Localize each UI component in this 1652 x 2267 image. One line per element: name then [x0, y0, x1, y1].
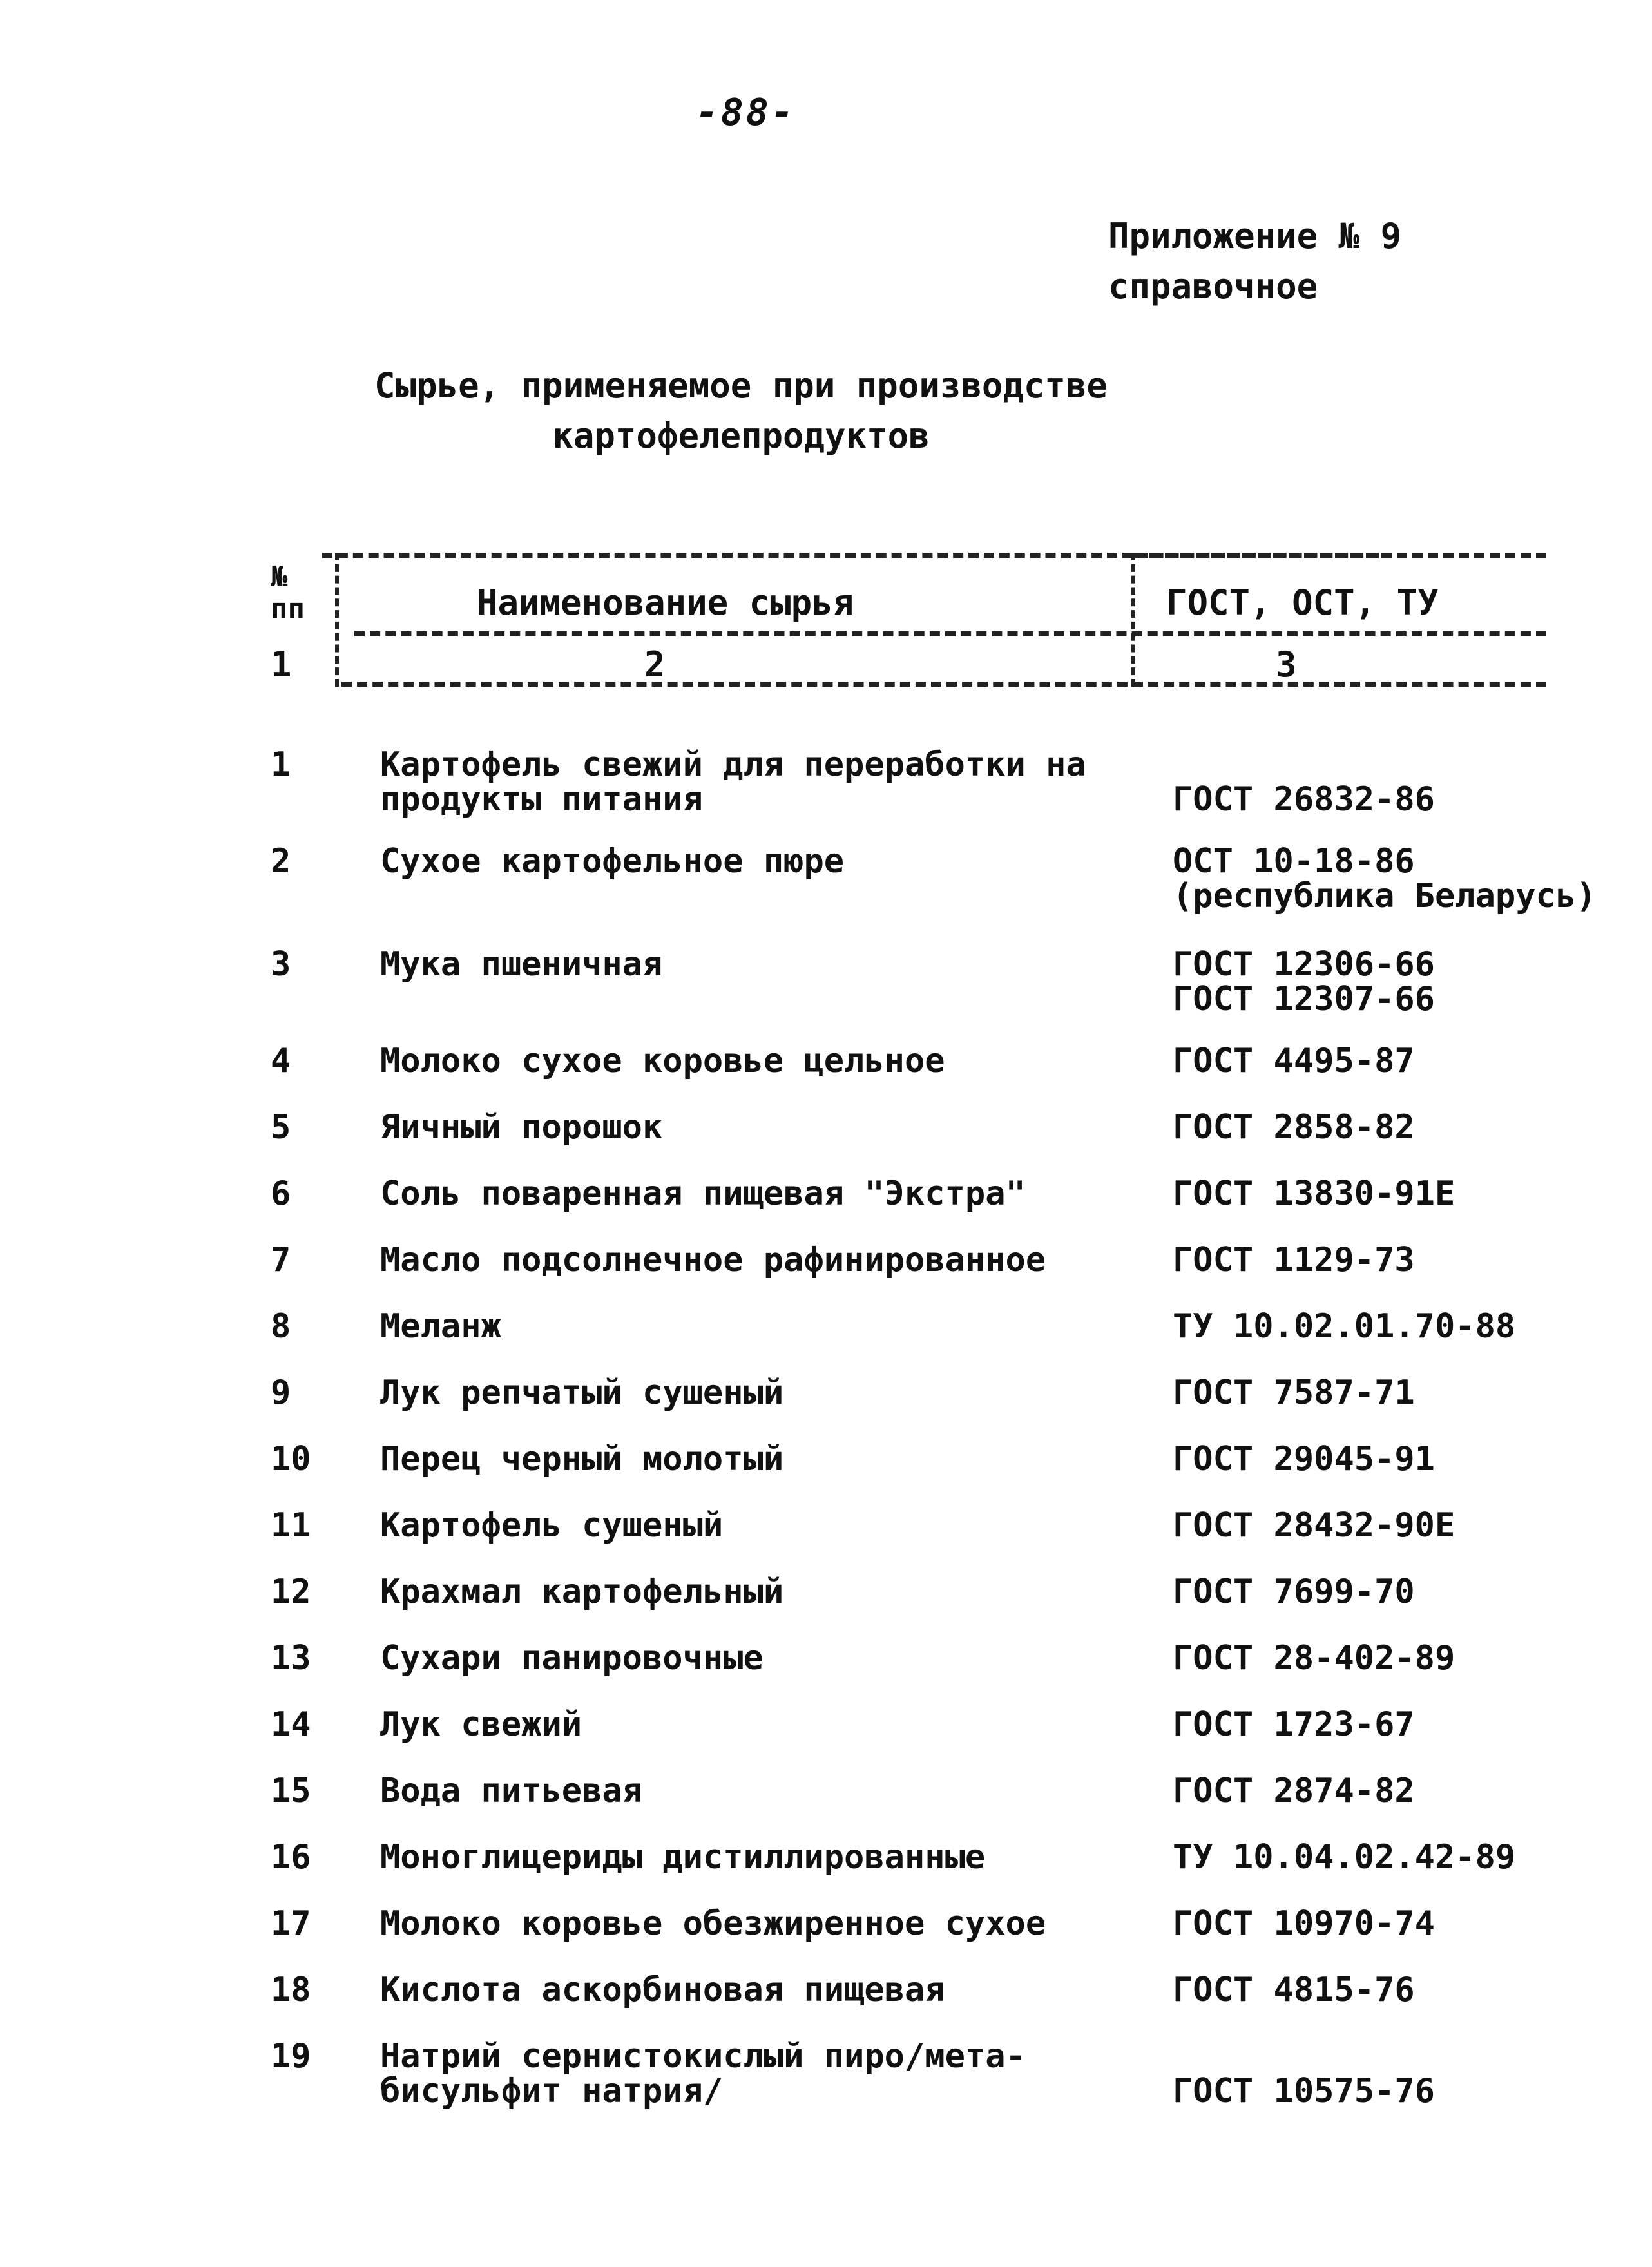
row-standard: ГОСТ 1129-73 [1173, 1241, 1415, 1279]
title-line-1: Сырье, применяемое при производстве [374, 365, 1108, 406]
row-material-name: Моноглицериды дистиллированные [380, 1838, 986, 1877]
row-standard: ГОСТ 4495-87 [1173, 1042, 1415, 1080]
row-material-name: Сухое картофельное пюре [380, 842, 845, 881]
page-number: -88- [696, 90, 796, 134]
row-material-name: Натрий сернистокислый пиро/мета- [380, 2037, 1026, 2076]
row-standard: ГОСТ 13830-91Е [1173, 1174, 1455, 1213]
row-number: 15 [271, 1772, 311, 1810]
row-material-name: Меланж [380, 1307, 501, 1346]
row-number: 9 [271, 1373, 291, 1412]
row-number: 11 [271, 1506, 311, 1545]
header-col3-divider [1131, 553, 1135, 687]
row-standard: ГОСТ 2858-82 [1173, 1108, 1415, 1147]
row-standard: ГОСТ 7587-71 [1173, 1373, 1415, 1412]
row-material-name: Молоко коровье обезжиренное сухое [380, 1904, 1046, 1943]
row-standard: ГОСТ 28432-90Е [1173, 1506, 1455, 1545]
document-title [322, 361, 1160, 461]
row-number: 14 [271, 1705, 311, 1744]
header-col2-label: Наименование сырья [477, 582, 854, 623]
row-standard: ГОСТ 26832-86 [1173, 780, 1435, 819]
row-standard: ГОСТ 12306-66 [1173, 945, 1435, 984]
row-material-name: Перец черный молотый [380, 1440, 784, 1478]
row-number: 12 [271, 1573, 311, 1611]
row-number: 17 [271, 1904, 311, 1943]
header-middle-rule [354, 631, 1546, 636]
appendix-type: справочное [1108, 266, 1318, 307]
appendix-title: Приложение № 9 [1108, 216, 1402, 256]
row-material-name: Картофель сушеный [380, 1506, 724, 1545]
header-col3-label: ГОСТ, ОСТ, ТУ [1166, 582, 1439, 623]
row-material-name: Мука пшеничная [380, 945, 663, 984]
row-standard: ТУ 10.02.01.70-88 [1173, 1307, 1516, 1346]
row-material-name: Масло подсолнечное рафинированное [380, 1241, 1046, 1279]
header-col2-number: 2 [644, 644, 666, 685]
row-material-name: Лук свежий [380, 1705, 582, 1744]
row-material-name: Молоко сухое коровье цельное [380, 1042, 945, 1080]
header-col1-number: 1 [271, 644, 292, 685]
row-number: 5 [271, 1108, 291, 1147]
row-material-name: Соль поваренная пищевая "Экстра" [380, 1174, 1026, 1213]
row-number: 1 [271, 745, 291, 784]
row-material-name: Кислота аскорбиновая пищевая [380, 1971, 945, 2009]
header-col1-label-a: № [271, 560, 288, 593]
row-material-name: Лук репчатый сушеный [380, 1373, 784, 1412]
row-material-name: Картофель свежий для переработки на [380, 745, 1086, 784]
row-number: 8 [271, 1307, 291, 1346]
row-material-name: бисульфит натрия/ [380, 2072, 724, 2110]
appendix-label [1108, 211, 1401, 312]
row-number: 10 [271, 1440, 311, 1478]
row-standard: ГОСТ 29045-91 [1173, 1440, 1435, 1478]
row-number: 3 [271, 945, 291, 984]
table-header [271, 541, 1553, 689]
header-bottom-rule [341, 682, 1546, 687]
row-material-name: Яичный порошок [380, 1108, 663, 1147]
row-number: 7 [271, 1241, 291, 1279]
header-col1-label-b: пп [271, 593, 305, 626]
header-col3-number: 3 [1276, 644, 1297, 685]
row-standard: ГОСТ 1723-67 [1173, 1705, 1415, 1744]
row-number: 19 [271, 2037, 311, 2076]
row-standard: ГОСТ 2874-82 [1173, 1772, 1415, 1810]
row-material-name: продукты питания [380, 780, 703, 819]
header-top-rule-right [1134, 553, 1546, 558]
row-standard: ГОСТ 12307-66 [1173, 980, 1435, 1019]
row-material-name: Вода питьевая [380, 1772, 642, 1810]
row-standard: ГОСТ 28-402-89 [1173, 1639, 1455, 1678]
row-number: 6 [271, 1174, 291, 1213]
row-standard: ГОСТ 7699-70 [1173, 1573, 1415, 1611]
row-standard: (республика Беларусь) [1173, 877, 1597, 915]
row-standard: ТУ 10.04.02.42-89 [1173, 1838, 1516, 1877]
header-col1-divider [335, 553, 339, 687]
row-material-name: Крахмал картофельный [380, 1573, 784, 1611]
row-standard: ГОСТ 10575-76 [1173, 2072, 1435, 2110]
row-number: 2 [271, 842, 291, 881]
row-standard: ОСТ 10-18-86 [1173, 842, 1415, 881]
row-number: 18 [271, 1971, 311, 2009]
row-standard: ГОСТ 4815-76 [1173, 1971, 1415, 2009]
row-number: 16 [271, 1838, 311, 1877]
row-number: 13 [271, 1639, 311, 1678]
row-standard: ГОСТ 10970-74 [1173, 1904, 1435, 1943]
row-number: 4 [271, 1042, 291, 1080]
title-line-2: картофелепродуктов [552, 416, 930, 456]
row-material-name: Сухари панировочные [380, 1639, 764, 1678]
